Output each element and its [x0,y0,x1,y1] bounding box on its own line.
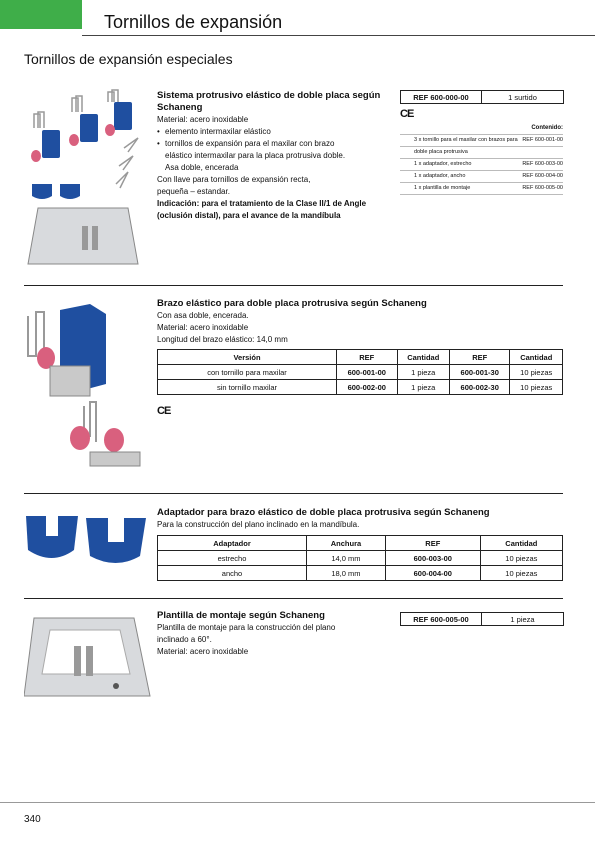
elastic-arm-image [24,296,152,476]
product1-contents [400,125,563,195]
contents-row: 1 x adaptador, ancho REF 600-004-00 [400,171,563,183]
product1-bullets [157,126,387,150]
contents-row: 3 x tornillo para el maxilar con brazos para REF 600-001-00 [400,135,563,147]
contents-row: 1 x adaptador, estrecho REF 600-003-00 [400,159,563,171]
product1-bullet-continued: elástico intermaxilar para la placa protrusiva doble. [165,151,346,160]
table-header: Adaptador [158,536,307,551]
ce-mark: CE [157,405,171,417]
product3-table [157,535,563,581]
chapter-tab [0,0,82,29]
product1-name: Sistema protrusivo elástico de doble placa según Schaneng [157,90,381,113]
product1-qty: 1 surtido [508,92,537,102]
product2-line: Longitud del brazo elástico: 14,0 mm [157,335,288,344]
product3-name: Adaptador para brazo elástico de doble placa protrusiva según Schaneng [157,507,490,518]
table-header: Cantidad [397,350,449,365]
product2-material: Material: acero inoxidable [157,323,249,332]
contents-row: 1 x plantilla de montaje REF 600-005-00 [400,183,563,195]
product1-line: pequeña – estandar. [157,187,230,196]
product4-qty: 1 pieza [510,614,535,624]
product4-name: Plantilla de montaje según Schaneng [157,610,325,621]
section-divider [24,598,563,599]
table-header: REF [449,350,510,365]
product4-line: inclinado a 60°. [157,635,212,644]
product2-name: Brazo elástico para doble placa protrusiva según Schaneng [157,298,427,309]
product1-bullet: • elemento intermaxilar elástico [157,126,387,138]
ce-mark: CE [400,108,414,120]
product4-line: Plantilla de montaje para la construcción del plano [157,623,336,632]
table-header: Cantidad [510,350,563,365]
product2-description [157,298,563,346]
double-plate-system-image [24,88,152,274]
table-header: Anchura [307,536,386,551]
product1-bullet: • tornillos de expansión para el maxilar con brazo [157,138,387,150]
table-row: estrecho 14,0 mm 600-003-00 10 piezas [158,551,563,566]
table-row: ancho 18,0 mm 600-004-00 10 piezas [158,566,563,581]
page-number: 340 [24,814,41,825]
table-row: sin tornillo maxilar 600-002-00 1 pieza 600-002-30 10 piezas [158,380,563,395]
product4-ref-box [400,612,564,626]
product1-ref: REF 600-000-00 [401,91,482,103]
product1-material: Material: acero inoxidable [157,115,249,124]
product4-ref: REF 600-005-00 [401,613,482,625]
table-header: REF [337,350,398,365]
section-title: Tornillos de expansión especiales [24,51,233,67]
mounting-template-image [24,612,154,702]
title-rule [82,35,595,36]
table-row: con tornillo para maxilar 600-001-00 1 pieza 600-001-30 10 piezas [158,365,563,380]
section-divider [24,493,563,494]
page-title: Tornillos de expansión [104,12,283,32]
footer-divider [0,802,595,803]
product1-description [157,90,387,222]
product1-indication: Indicación: para el tratamiento de la Clase II/1 de Angle (oclusión distal), para el avance de la mandíbula [157,199,367,220]
table-header: Cantidad [480,536,562,551]
product4-description [157,610,387,658]
product1-ref-box [400,90,564,104]
product3-line: Para la construcción del plano inclinado en la mandíbula. [157,520,360,529]
product3-description [157,507,563,531]
section-divider [24,285,563,286]
table-header: REF [385,536,480,551]
contents-row: doble placa protrusiva [400,147,563,159]
contents-title: Contenido: [400,125,563,135]
product1-bullet-continued: Asa doble, encerada [165,163,239,172]
adapter-image [24,510,150,568]
product4-material: Material: acero inoxidable [157,647,249,656]
product1-line: Con llave para tornillos de expansión recta, [157,175,311,184]
table-header: Versión [158,350,337,365]
product2-table [157,349,563,395]
product2-line: Con asa doble, encerada. [157,311,249,320]
